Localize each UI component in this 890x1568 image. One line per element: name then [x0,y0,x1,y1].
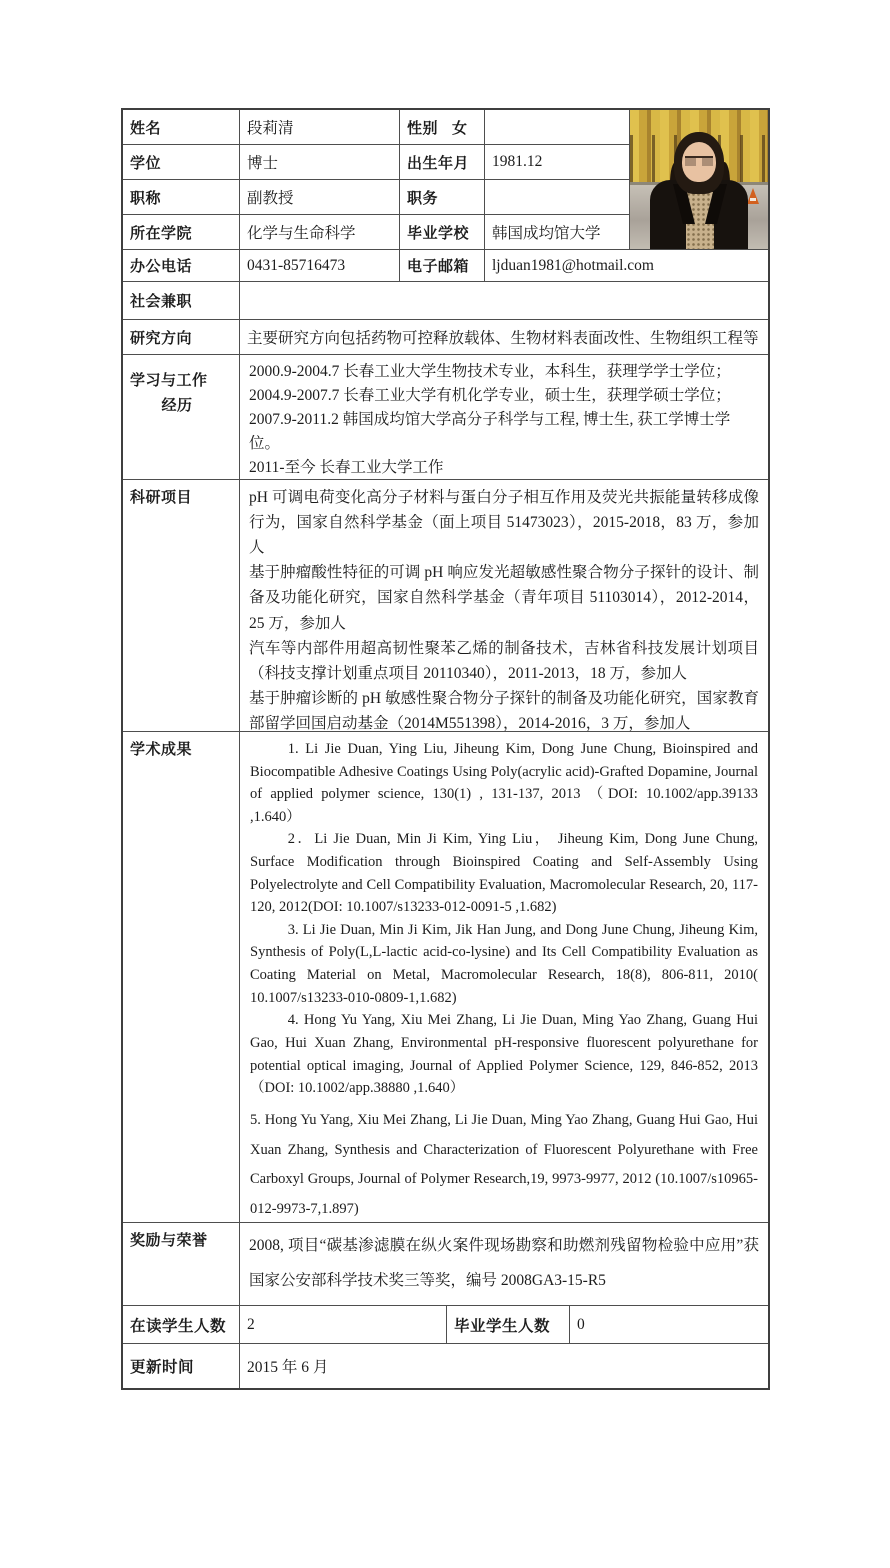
name-label: 姓名 [123,110,240,145]
office-phone-value: 0431-85716473 [240,250,400,282]
project-item: pH 可调电荷变化高分子材料与蛋白分子相互作用及荧光共振能量转移成像行为，国家自然科学基金（面上项目 51473023），2015-2018，83 万，参加人 [249,489,759,557]
students-graduated-value: 0 [577,1315,585,1333]
publication-item: 3. Li Jie Duan, Min Ji Kim, Jik Han Jung, and Dong June Chung, Jiheung Kim, Synthesis of Poly(L,L-lactic acid-co-lysine) and Its Cell Compatibility Evaluation as Coating Material on Metal, Macromolecular Research, 18(8), 806-811, 2010( 10.1007/s13233-010-0809-1,1.682) [250,921,758,1006]
project-item: 基于肿瘤诊断的 pH 敏感性聚合物分子探针的制备及功能化研究，国家教育部留学回国启动基金（2014M551398），2014-2016，3 万，参加人 [249,689,759,732]
title-label: 职称 [123,180,240,215]
experience-line: 2007.9-2011.2 韩国成均馆大学高分子科学与工程, 博士生, 获工学博士学位。 [249,411,731,453]
research-direction-label: 研究方向 [123,320,240,355]
gender-cell [400,110,485,145]
students-enrolled-label: 在读学生人数 [123,1306,240,1343]
updated-row [123,1344,768,1388]
research-direction-value: 主要研究方向包括药物可控释放载体、生物材料表面改性、生物组织工程等 [240,320,768,355]
projects-label: 科研项目 [123,480,240,732]
photo-cone-band [750,198,756,201]
experience-line: 2004.9-2007.7 长春工业大学有机化学专业，硕士生，获理学硕士学位； [249,387,731,405]
cv-sheet [121,108,770,1390]
awards-label: 奖励与荣誉 [123,1223,240,1306]
gender-value: 女 [452,119,468,137]
publication-item: 5. Hong Yu Yang, Xiu Mei Zhang, Li Jie Duan, Ming Yao Zhang, Guang Hui Gao, Hui Xuan Zhang, Synthesis and Characterization of Fluorescent Polyurethane with Free Carboxyl Groups, Journal of Polymer Research,19, 9973-9977, 2012 (10.1007/s10965-012-9973-7,1.897) [250,1111,758,1218]
students-graduated-label: 毕业学生人数 [447,1306,570,1343]
office-phone-label: 办公电话 [123,250,240,282]
publication-item: 4. Hong Yu Yang, Xiu Mei Zhang, Li Jie Duan, Ming Yao Zhang, Guang Hui Gao, Hui Xuan Zhang, Environmental pH-responsive fluorescent polyurethane for potential optical imaging, Journal of Applied Polymer Science, 129, 846-852, 2013 （DOI: 10.1002/app.38880 ,1.640） [250,1012,758,1097]
experience-label-line2: 经历 [161,397,193,414]
experience-line: 2011-至今 长春工业大学工作 [249,459,444,477]
updated-value: 2015 年 6 月 [247,1359,329,1376]
gender-label: 性别 [407,119,439,137]
college-label: 所在学院 [123,215,240,250]
duty-label: 职务 [400,180,485,215]
students-enrolled-value: 2 [240,1306,447,1343]
project-item: 基于肿瘤酸性特征的可调 pH 响应发光超敏感性聚合物分子探针的设计、制备及功能化研究，国家自然科学基金（青年项目 51103014），2012-2014，25 万，参加人 [249,564,759,632]
grad-school-value: 韩国成均馆大学 [485,215,630,250]
degree-value: 博士 [240,145,400,180]
gender-extra-cell [485,110,630,145]
email-value: ljduan1981@hotmail.com [485,250,768,282]
updated-label: 更新时间 [123,1344,240,1388]
name-value: 段莉清 [240,110,400,145]
photo-traffic-cone [747,188,759,204]
publication-item: 1. Li Jie Duan, Ying Liu, Jiheung Kim, Dong June Chung, Bioinspired and Biocompatible Adhesive Coatings Using Poly(acrylic acid)-Grafted Dopamine, Journal of applied polymer science, 130(1) , 131-137, 2013 （DOI: 10.1002/app.39133 ,1.640） [250,741,758,825]
duty-value [485,180,630,215]
experience-value [240,355,768,480]
faculty-profile-table [121,108,770,1390]
awards-value: 2008, 项目“碳基渗滤膜在纵火案件现场勘察和助燃剂残留物检验中应用”获国家公安部科学技术奖三等奖，编号 2008GA3-15-R5 [240,1223,768,1306]
experience-label-line1: 学习与工作 [130,372,208,389]
birth-value: 1981.12 [485,145,630,180]
photo-glasses [685,156,713,166]
email-label: 电子邮箱 [400,250,485,282]
publications-label: 学术成果 [123,732,240,1223]
publications-value [240,732,768,1223]
social-positions-label: 社会兼职 [123,282,240,320]
grad-school-label: 毕业学校 [400,215,485,250]
degree-label: 学位 [123,145,240,180]
social-positions-value [240,282,768,320]
experience-label [123,355,240,480]
profile-photo [630,110,768,250]
project-item: 汽车等内部件用超高韧性聚苯乙烯的制备技术，吉林省科技发展计划项目（科技支撑计划重点项目 20110340），2011-2013，18 万，参加人 [249,639,759,682]
publication-item: 2．Li Jie Duan, Min Ji Kim, Ying Liu， Jiheung Kim, Dong June Chung, Surface Modification through Bioinspired Coating and Self-Assembly Using Polyelectrolyte and Cell Compatibility Evaluation, Macromolecular Research, 20, 117-120, 2012(DOI: 10.1007/s13233-012-0091-5 ,1.682) [250,831,758,916]
projects-value [240,480,768,732]
college-value: 化学与生命科学 [240,215,400,250]
birth-label: 出生年月 [400,145,485,180]
title-value: 副教授 [240,180,400,215]
students-row [123,1306,768,1344]
experience-line: 2000.9-2004.7 长春工业大学生物技术专业，本科生，获理学学士学位； [249,363,731,380]
